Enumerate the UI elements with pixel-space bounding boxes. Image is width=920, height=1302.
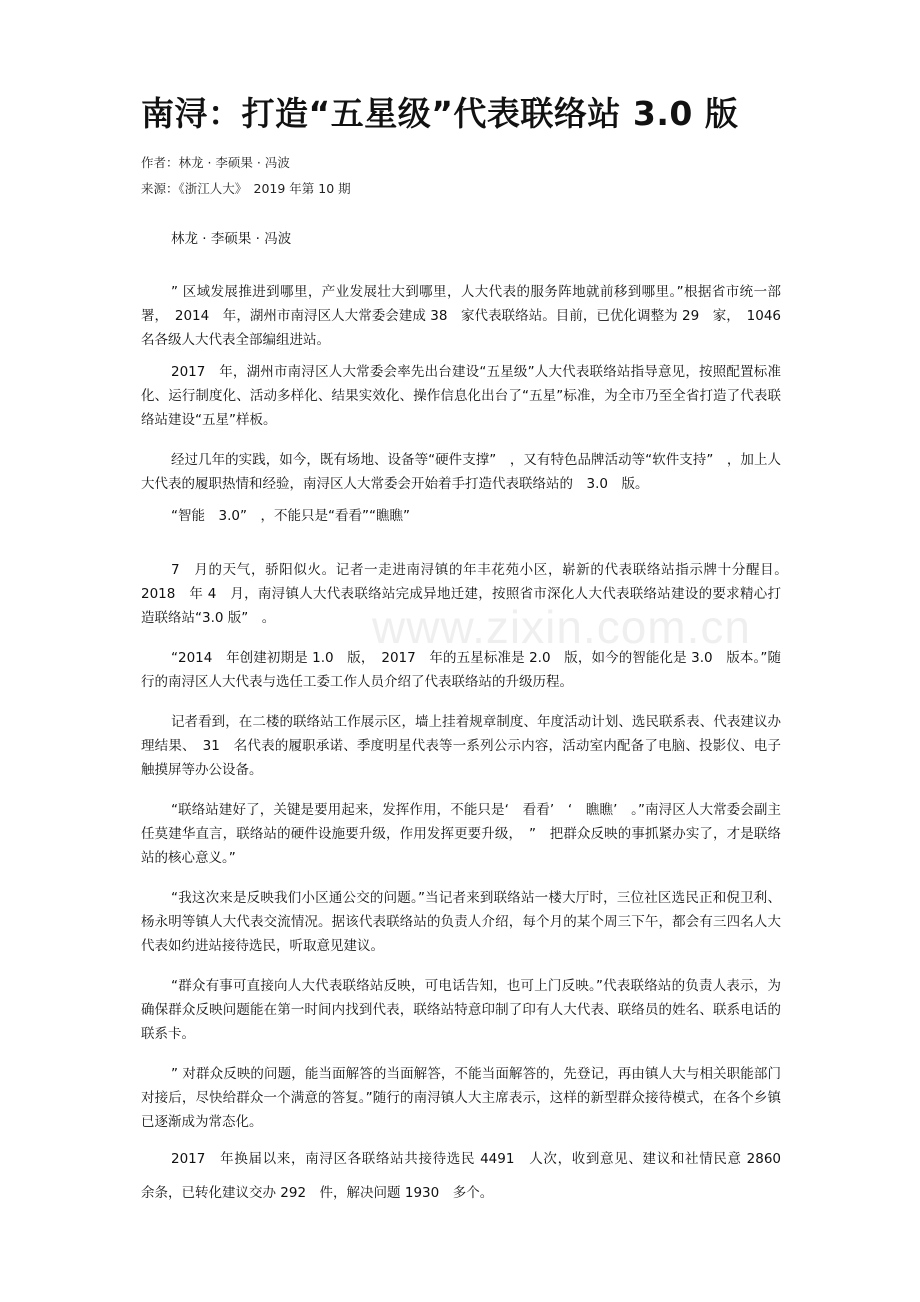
paragraph: 2017 年，湖州市南浔区人大常委会率先出台建设“五星级”人大代表联络站指导意见，按照配置标准化、运行制度化、活动多样化、结果实效化、操作信息化出台了“五星”标准，为全市乃至全省打造了代表联络站建设“五星”样板。 <box>141 364 781 428</box>
article <box>141 92 795 1226</box>
paragraph: “群众有事可直接向人大代表联络站反映，可电话告知，也可上门反映。”代表联络站的负责人表示，为确保群众反映问题能在第一时间内找到代表，联络站特意印制了印有人大代表、联络员的姓名、联系电话的联系卡。 <box>141 978 781 1042</box>
section-subheading: “智能 3.0” ，不能只是“看看”“瞧瞧” <box>171 508 410 524</box>
watermark: www.zixin.com.cn <box>372 601 751 653</box>
paragraph: “2014 年创建初期是 1.0 版， 2017 年的五星标准是 2.0 版，如今的智能化是 3.0 版本。”随行的南浔区人大代表与选任工委工作人员介绍了代表联络站的升级历程。 <box>141 650 781 690</box>
paragraph: ” 区域发展推进到哪里，产业发展壮大到哪里，人大代表的服务阵地就前移到哪里。”根据省市统一部署， 2014 年，湖州市南浔区人大常委会建成 38 家代表联络站。目前，已优化调整为 29 家， 1046 名各级人大代表全部编组进站。 <box>141 284 795 348</box>
paragraph: ” 对群众反映的问题，能当面解答的当面解答，不能当面解答的，先登记，再由镇人大与相关职能部门对接后，尽快给群众一个满意的答复。”随行的南浔镇人大主席表示，这样的新型群众接待模式，在各个乡镇已逐渐成为常态化。 <box>141 1066 781 1130</box>
paragraph: 记者看到，在二楼的联络站工作展示区，墙上挂着规章制度、年度活动计划、选民联系表、代表建议办理结果、 31 名代表的履职承诺、季度明星代表等一系列公示内容，活动室内配备了电脑、投影仪、电子触摸屏等办公设备。 <box>141 714 781 778</box>
paragraph: 7 月的天气，骄阳似火。记者一走进南浔镇的年丰花苑小区，崭新的代表联络站指示牌十分醒目。 2018 年 4 月，南浔镇人大代表联络站完成异地迁建，按照省市深化人大代表联络站建设的要求精心打造联络站“3.0 版” 。 <box>141 562 795 626</box>
byline: 林龙 · 李硕果 · 冯波 <box>171 231 292 247</box>
paragraph: “我这次来是反映我们小区通公交的问题。”当记者来到联络站一楼大厅时，三位社区选民正和倪卫利、杨永明等镇人大代表交流情况。据该代表联络站的负责人介绍，每个月的某个周三下午，都会有三四名人大代表如约进站接待选民，听取意见建议。 <box>141 890 781 954</box>
source-line: 来源：《浙江人大》 2019 年第 10 期 <box>141 181 351 196</box>
article-title: 南浔：打造“五星级”代表联络站 3.0 版 <box>141 94 739 133</box>
paragraph: “联络站建好了，关键是要用起来，发挥作用，不能只是‘ 看看’ ‘ 瞧瞧’ 。”南浔区人大常委会副主任莫建华直言，联络站的硬件设施要升级，作用发挥更要升级， ” 把群众反映的事抓紧办实了，才是联络站的核心意义。” <box>141 802 781 866</box>
paragraph: 经过几年的实践，如今，既有场地、设备等“硬件支撑” ，又有特色品牌活动等“软件支持” ，加上人大代表的履职热情和经验，南浔区人大常委会开始着手打造代表联络站的 3.0 版。 <box>141 452 781 492</box>
paragraph: 2017 年换届以来，南浔区各联络站共接待选民 4491 人次，收到意见、建议和社情民意 2860 余条，已转化建议交办 292 件，解决问题 1930 多个。 <box>141 1151 795 1201</box>
authors-line: 作者：林龙 · 李硕果 · 冯波 <box>141 155 290 170</box>
